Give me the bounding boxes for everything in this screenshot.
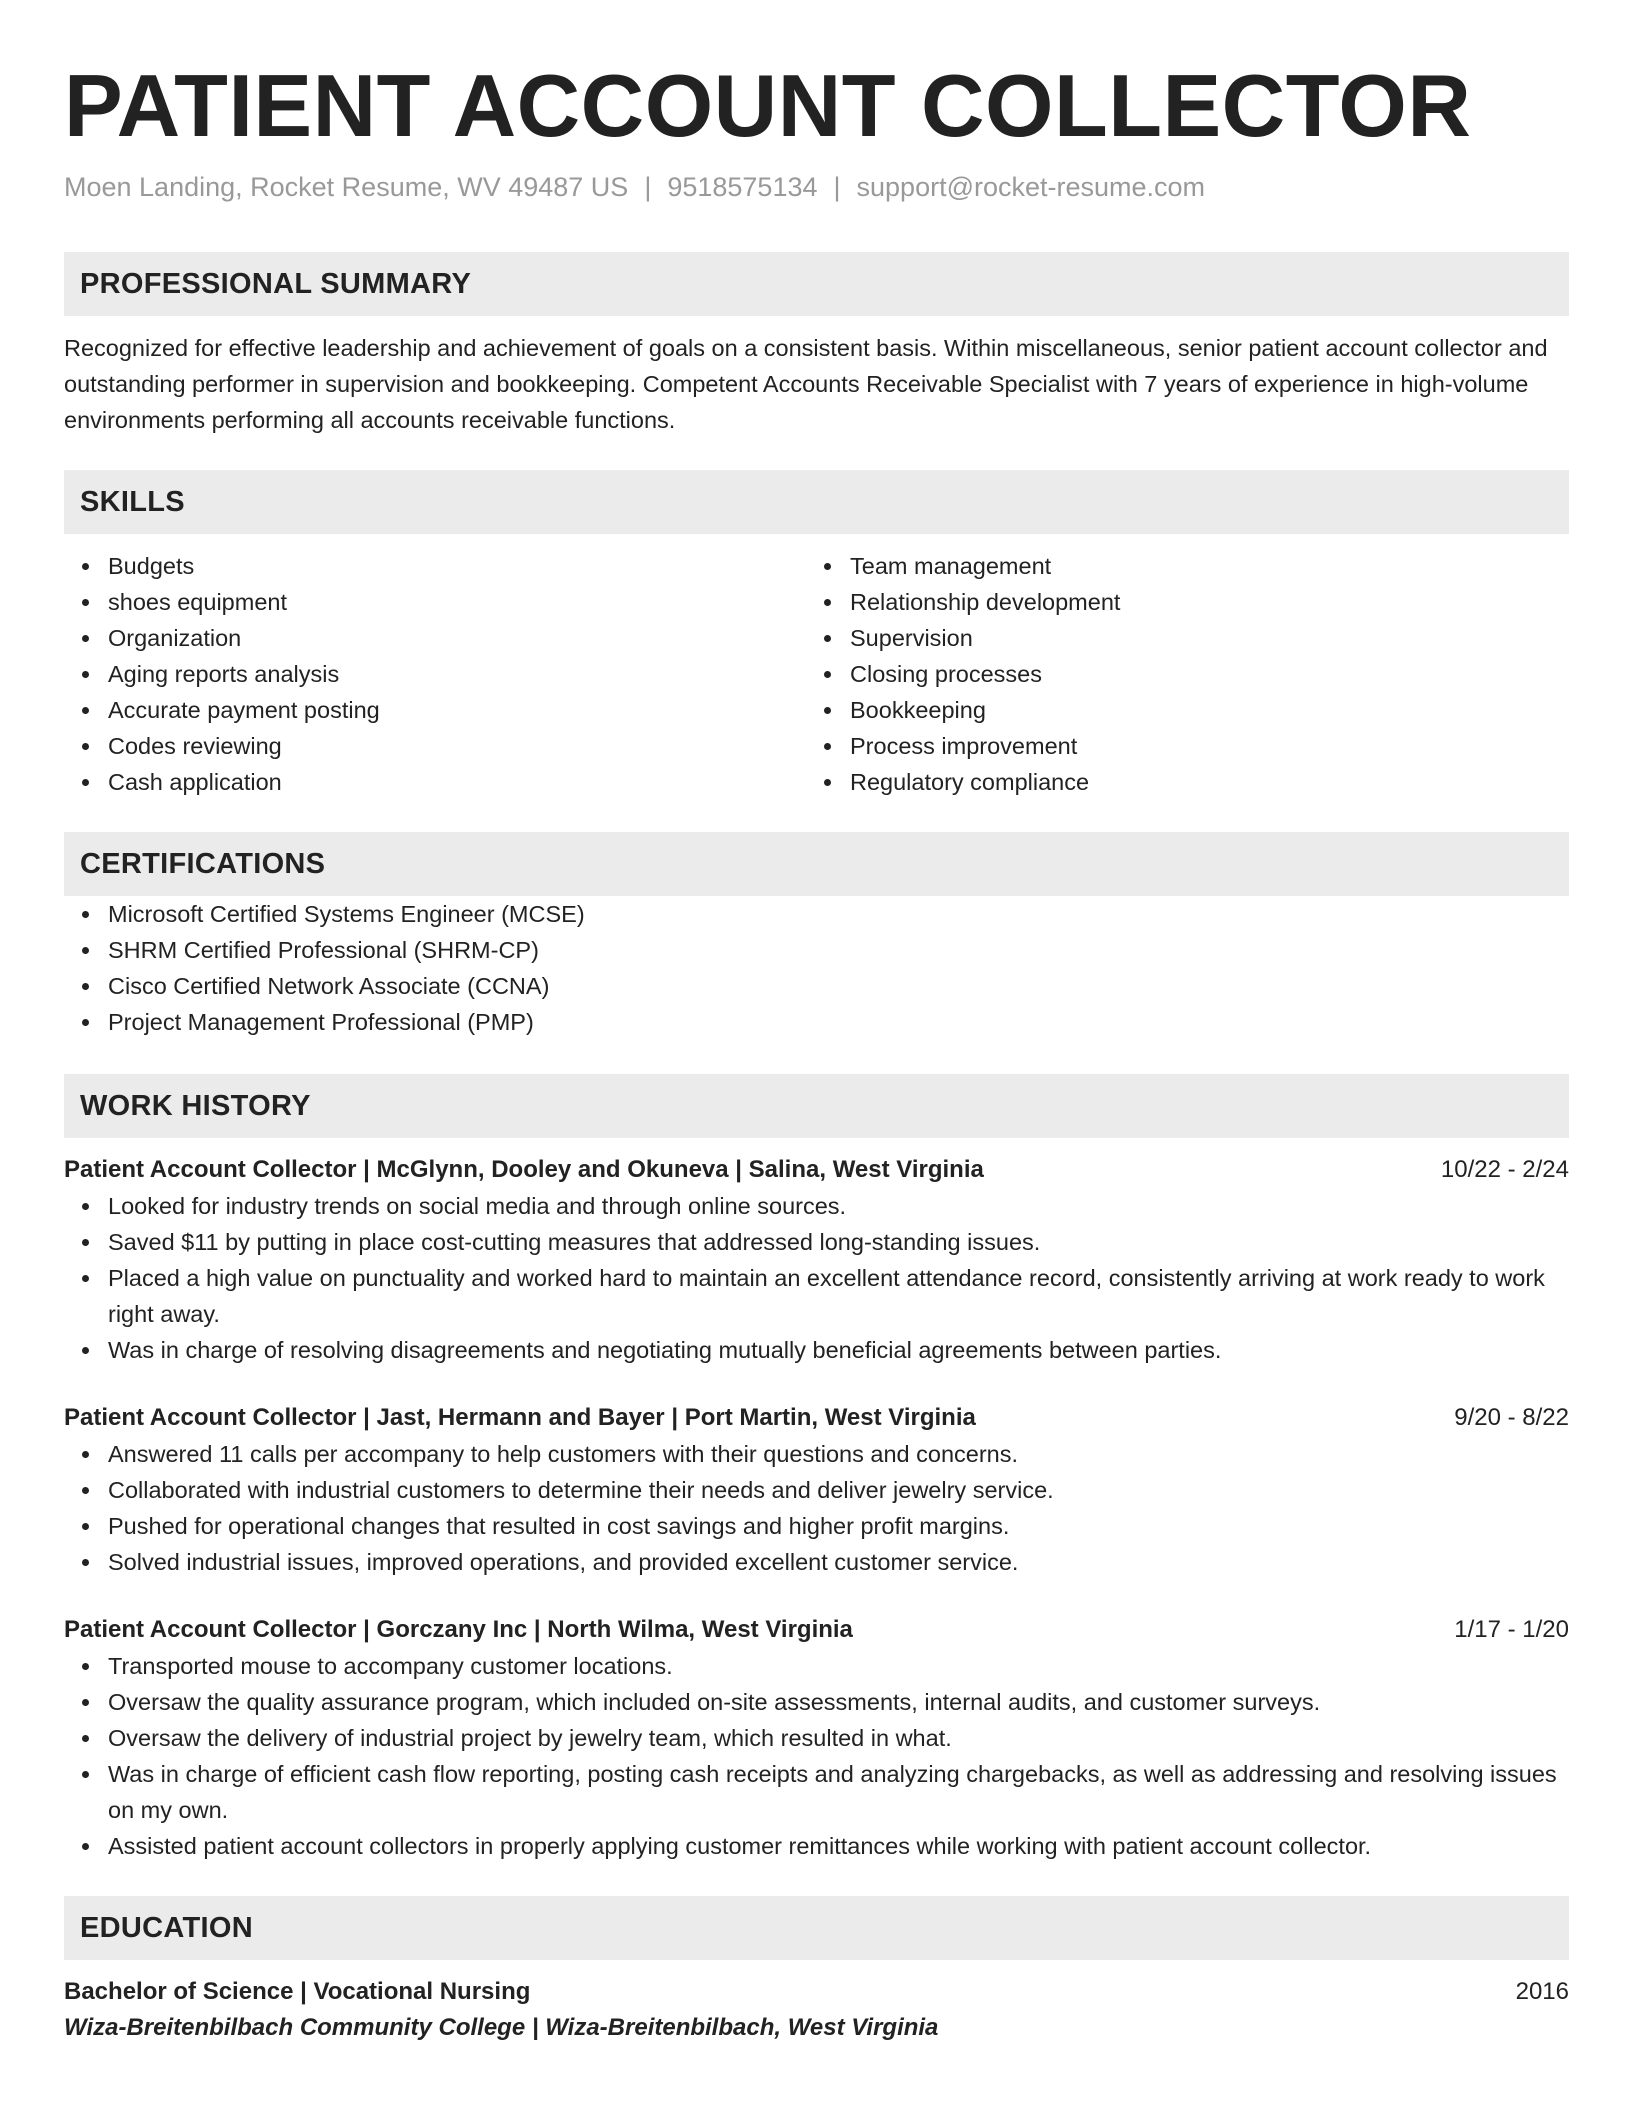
skill-item: Regulatory compliance	[806, 764, 1548, 800]
certification-item: Microsoft Certified Systems Engineer (MCSE)	[64, 896, 1569, 932]
job-bullet: Solved industrial issues, improved operations, and provided excellent customer service.	[64, 1544, 1569, 1580]
skill-item: Relationship development	[806, 584, 1548, 620]
job-bullet: Assisted patient account collectors in properly applying customer remittances while working with patient account collector.	[64, 1828, 1569, 1864]
skill-item: Cash application	[64, 764, 806, 800]
job-bullet: Placed a high value on punctuality and worked hard to maintain an excellent attendance record, consistently arriving at work ready to work right away.	[64, 1260, 1569, 1332]
education-entry	[64, 1974, 1569, 2046]
section-header-work-history: WORK HISTORY	[64, 1074, 1569, 1138]
section-header-skills: SKILLS	[64, 470, 1569, 534]
job-heading-row	[64, 1612, 1569, 1648]
job-dates: 9/20 - 8/22	[1454, 1404, 1569, 1431]
section-header-summary: PROFESSIONAL SUMMARY	[64, 252, 1569, 316]
skill-item: Aging reports analysis	[64, 656, 806, 692]
certification-item: SHRM Certified Professional (SHRM-CP)	[64, 932, 1569, 968]
job-title: Patient Account Collector | Gorczany Inc | North Wilma, West Virginia	[64, 1616, 853, 1643]
job-dates: 10/22 - 2/24	[1440, 1156, 1569, 1183]
job-bullet: Was in charge of resolving disagreements and negotiating mutually beneficial agreements between parties.	[64, 1332, 1569, 1368]
contact-email: support@rocket-resume.com	[856, 172, 1206, 202]
skill-item: Accurate payment posting	[64, 692, 806, 728]
job-bullet: Answered 11 calls per accompany to help customers with their questions and concerns.	[64, 1436, 1569, 1472]
job-bullet: Oversaw the quality assurance program, which included on-site assessments, internal audits, and customer surveys.	[64, 1684, 1569, 1720]
page-title: PATIENT ACCOUNT COLLECTOR	[64, 56, 1472, 155]
job-bullet: Saved $11 by putting in place cost-cutting measures that addressed long-standing issues.	[64, 1224, 1569, 1260]
job-entry	[64, 1612, 1569, 1864]
skill-item: Bookkeeping	[806, 692, 1548, 728]
job-heading-row	[64, 1152, 1569, 1188]
skills-column-left	[64, 548, 806, 800]
skill-item: Closing processes	[806, 656, 1548, 692]
job-bullet: Collaborated with industrial customers to determine their needs and deliver jewelry service.	[64, 1472, 1569, 1508]
job-bullet: Looked for industry trends on social media and through online sources.	[64, 1188, 1569, 1224]
section-header-certifications: CERTIFICATIONS	[64, 832, 1569, 896]
skill-item: Budgets	[64, 548, 806, 584]
job-title: Patient Account Collector | McGlynn, Dooley and Okuneva | Salina, West Virginia	[64, 1156, 984, 1183]
contact-line	[64, 170, 1569, 204]
education-year: 2016	[1515, 1978, 1569, 2005]
section-header-education: EDUCATION	[64, 1896, 1569, 1960]
skill-item: Process improvement	[806, 728, 1548, 764]
skills-column-right	[806, 548, 1548, 800]
summary-text: Recognized for effective leadership and achievement of goals on a consistent basis. Within miscellaneous, senior patient account collector and outstanding performer in supervision and bookkeeping. Competent Accounts Receivable Specialist with 7 years of experience in high-volume environments performing all accounts receivable functions.	[64, 335, 1548, 433]
job-heading-row	[64, 1400, 1569, 1436]
skill-item: Organization	[64, 620, 806, 656]
job-bullet-list	[64, 1188, 1569, 1368]
job-bullet: Oversaw the delivery of industrial project by jewelry team, which resulted in what.	[64, 1720, 1569, 1756]
skill-item: Team management	[806, 548, 1548, 584]
skill-item: shoes equipment	[64, 584, 806, 620]
job-bullet: Transported mouse to accompany customer locations.	[64, 1648, 1569, 1684]
job-bullet: Was in charge of efficient cash flow reporting, posting cash receipts and analyzing chargebacks, as well as addressing and resolving issues on my own.	[64, 1756, 1569, 1828]
job-entry	[64, 1152, 1569, 1368]
skills-grid	[64, 548, 1569, 800]
contact-separator: |	[644, 172, 652, 202]
job-bullet: Pushed for operational changes that resulted in cost savings and higher profit margins.	[64, 1508, 1569, 1544]
skill-item: Codes reviewing	[64, 728, 806, 764]
job-dates: 1/17 - 1/20	[1454, 1616, 1569, 1643]
education-school: Wiza-Breitenbilbach Community College | Wiza-Breitenbilbach, West Virginia	[64, 2014, 939, 2041]
education-degree: Bachelor of Science | Vocational Nursing	[64, 1978, 531, 2005]
skill-item: Supervision	[806, 620, 1548, 656]
job-bullet-list	[64, 1648, 1569, 1864]
job-entry	[64, 1400, 1569, 1580]
contact-phone: 9518575134	[667, 172, 818, 202]
certification-item: Cisco Certified Network Associate (CCNA)	[64, 968, 1569, 1004]
contact-address: Moen Landing, Rocket Resume, WV 49487 US	[64, 172, 629, 202]
job-bullet-list	[64, 1436, 1569, 1580]
certification-list	[64, 896, 1569, 1040]
contact-separator: |	[833, 172, 841, 202]
education-heading-row	[64, 1974, 1569, 2010]
certification-item: Project Management Professional (PMP)	[64, 1004, 1569, 1040]
job-title: Patient Account Collector | Jast, Hermann and Bayer | Port Martin, West Virginia	[64, 1404, 976, 1431]
